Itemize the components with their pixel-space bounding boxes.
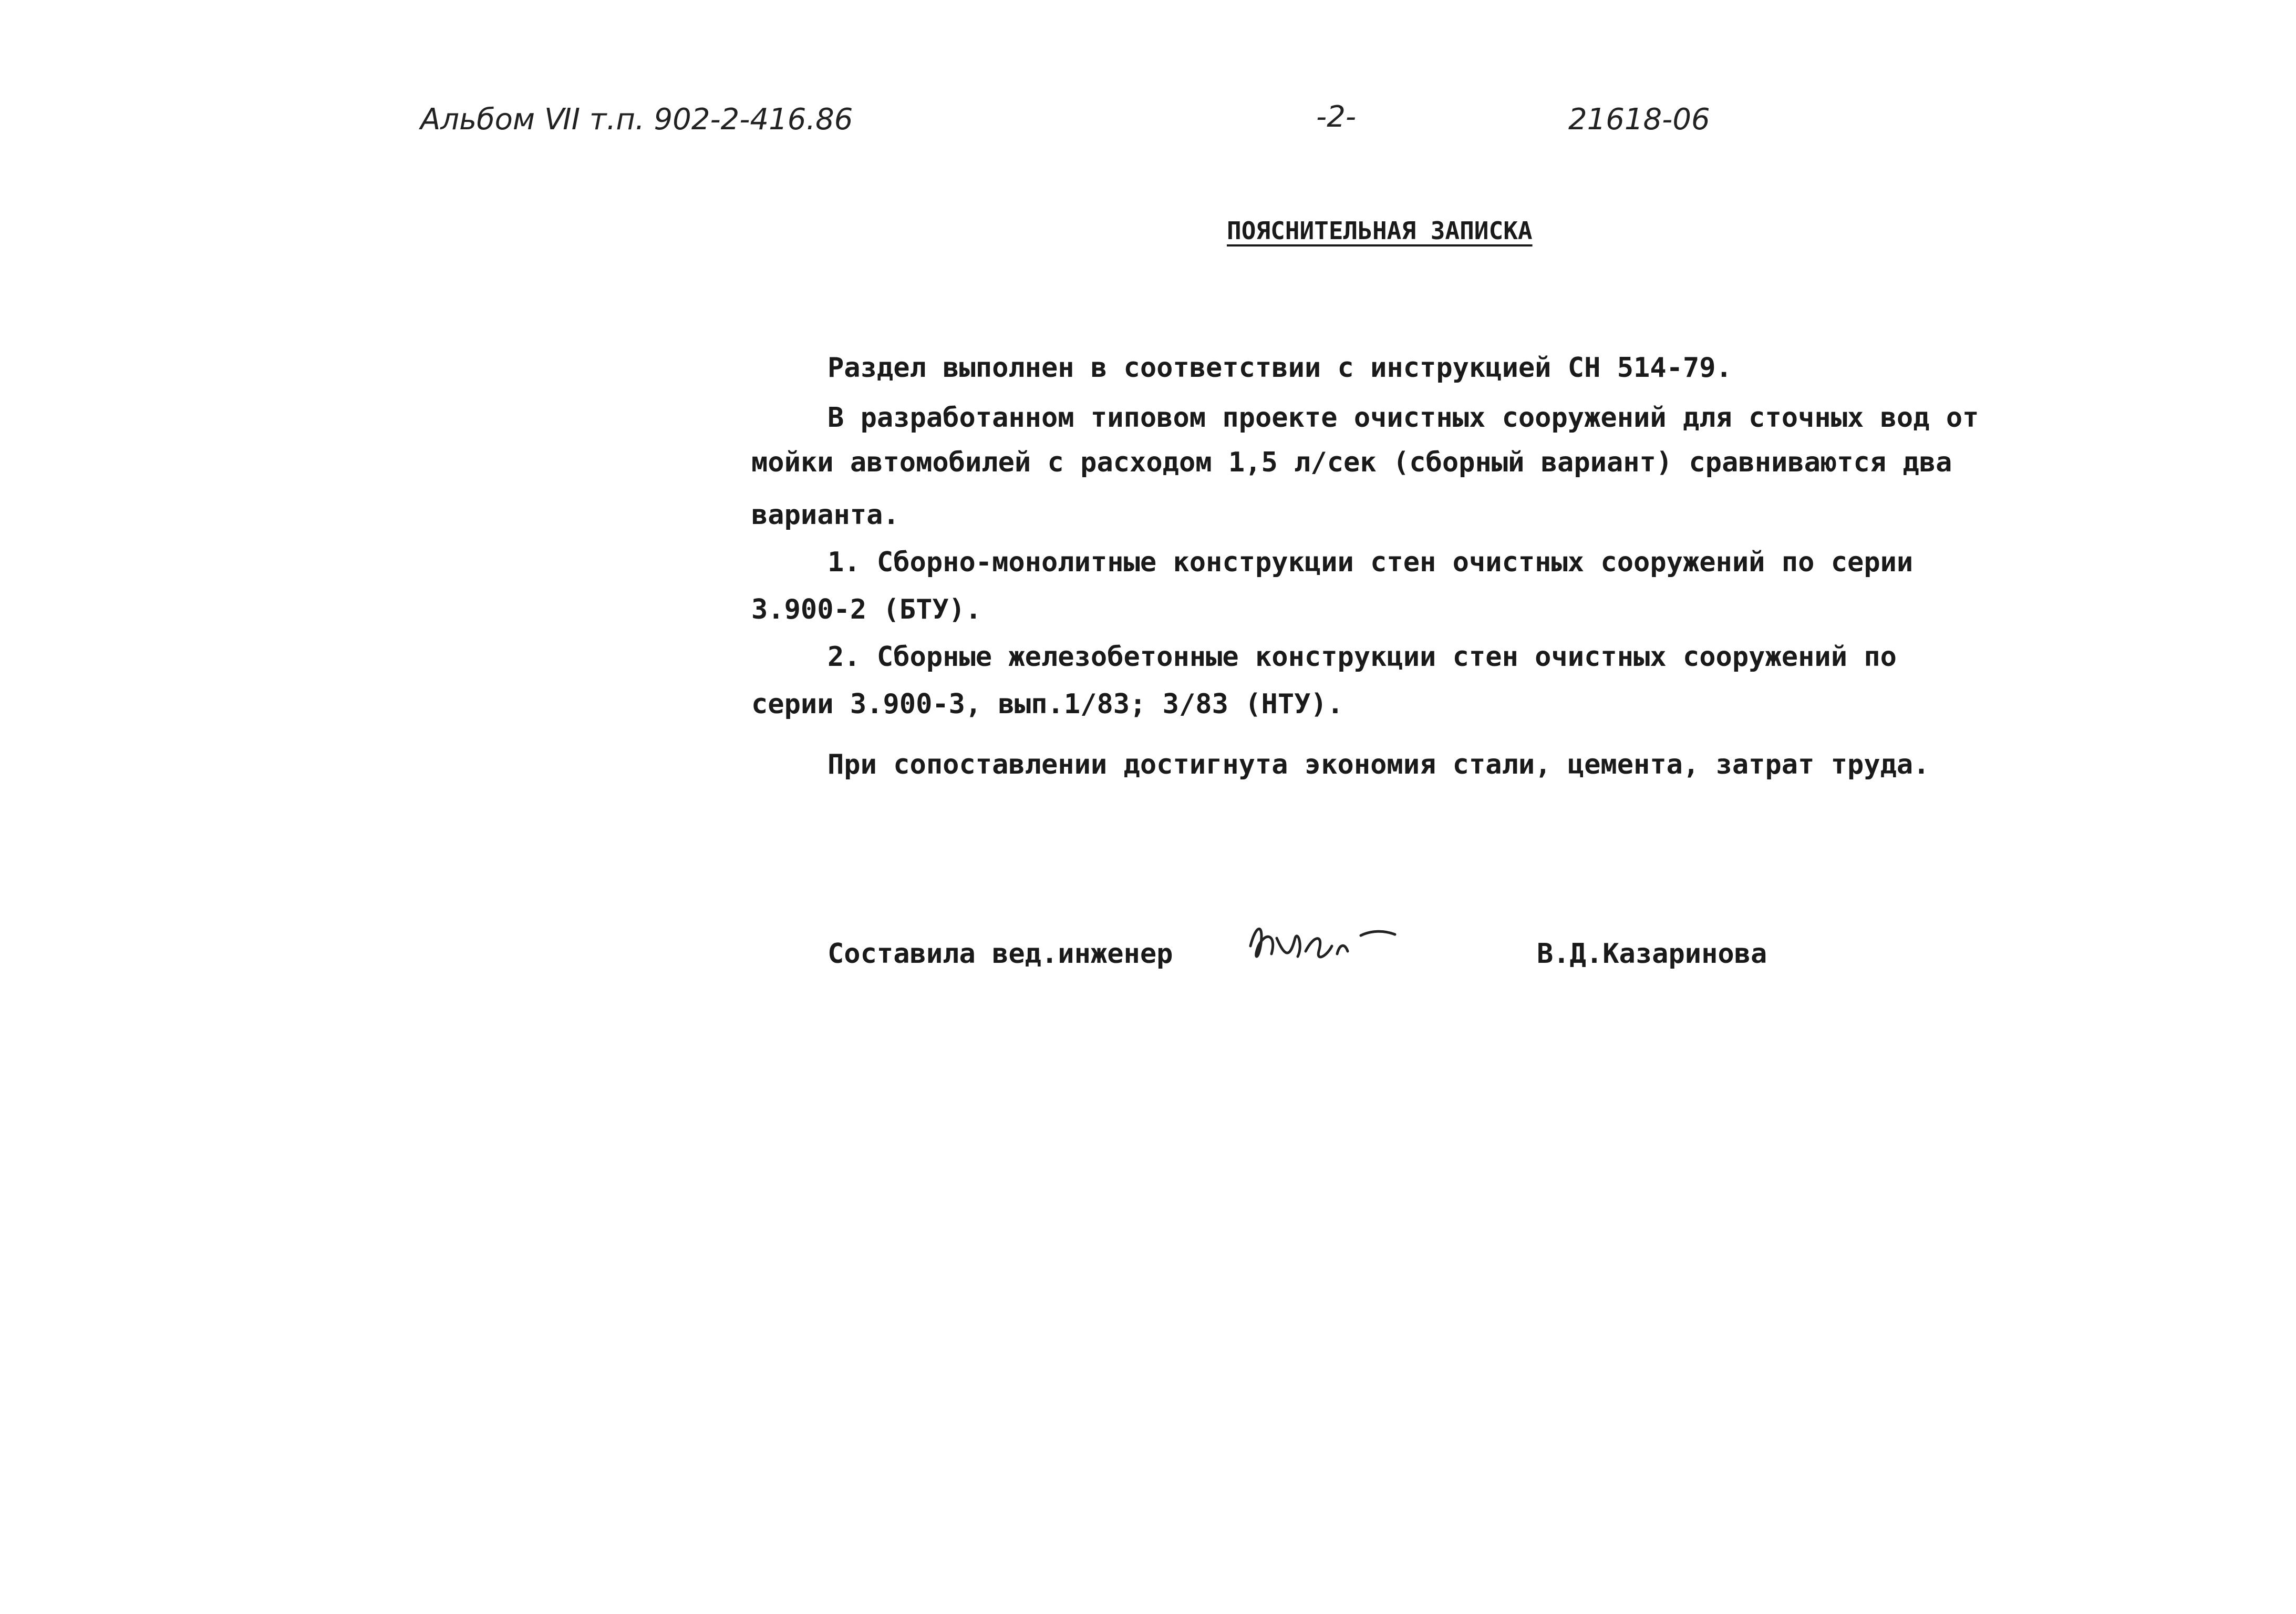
header-code: 21618-06 xyxy=(1568,102,1710,137)
text-line: мойки автомобилей с расходом 1,5 л/сек (сборный вариант) сравниваются два xyxy=(751,447,1952,478)
text-line: варианта. xyxy=(751,499,899,531)
document-title: ПОЯСНИТЕЛЬНАЯ ЗАПИСКА xyxy=(1227,217,1533,245)
text-line: 1. Сборно-монолитные конструкции стен очистных сооружений по серии xyxy=(828,547,1914,578)
text-line: 2. Сборные железобетонные конструкции стен очистных сооружений по xyxy=(828,641,1897,673)
header-album: Альбом ⅥI т.п. 902-2-416.86 xyxy=(420,102,853,137)
signature-mark xyxy=(1240,914,1403,980)
text-line: При сопоставлении достигнута экономия стали, цемента, затрат труда. xyxy=(828,749,1930,780)
text-line: серии 3.900-3, вып.1/83; 3/83 (НТУ). xyxy=(751,688,1344,720)
text-line: В разработанном типовом проекте очистных сооружений для сточных вод от xyxy=(828,402,1979,434)
header-page-number: -2- xyxy=(1316,100,1357,134)
text-line: Раздел выполнен в соответствии с инструкцией СН 514-79. xyxy=(828,352,1732,384)
text-line: 3.900-2 (БТУ). xyxy=(751,594,982,625)
signature-label: Составила вед.инженер xyxy=(828,938,1173,970)
signature-name: В.Д.Казаринова xyxy=(1537,938,1767,970)
